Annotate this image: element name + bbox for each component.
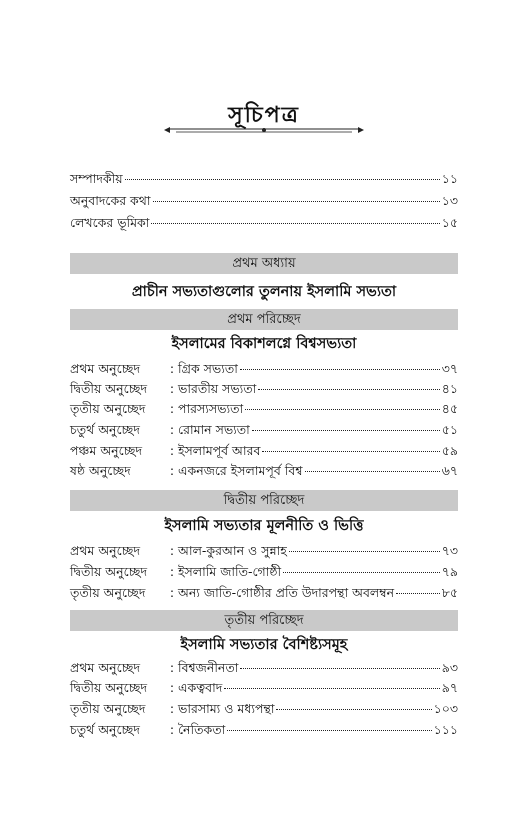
entry-title: রোমান সভ্যতা: [178, 422, 250, 437]
section-band: দ্বিতীয় পরিচ্ছেদ: [70, 490, 458, 511]
entry-label: পঞ্চম অনুচ্ছেদ: [70, 443, 143, 458]
colon: :: [169, 381, 175, 396]
colon: :: [169, 401, 175, 416]
entry-title: ভারতীয় সভ্যতা: [178, 381, 257, 396]
dot-leader: [396, 593, 440, 594]
dot-leader: [252, 430, 440, 431]
toc-front-label: সম্পাদকীয়: [70, 171, 123, 186]
section-band: প্রথম পরিচ্ছেদ: [70, 309, 458, 330]
toc-front-row[interactable]: [70, 171, 458, 191]
colon: :: [169, 422, 175, 437]
toc-front-row[interactable]: [70, 193, 458, 213]
entry-label: তৃতীয় অনুচ্ছেদ: [70, 401, 146, 416]
colon: :: [169, 660, 175, 675]
toc-page-number: ৫৯: [441, 443, 458, 458]
toc-entry[interactable]: [70, 463, 458, 483]
dot-leader: [240, 668, 439, 669]
section-title: ইসলামি সভ্যতার বৈশিষ্ট্যসমূহ: [180, 637, 348, 653]
chapter-band: প্রথম অধ্যায়: [70, 253, 458, 274]
entry-title: অন্য জাতি-গোষ্ঠীর প্রতি উদারপন্থা অবলম্বন: [178, 585, 395, 600]
toc-page-number: ১৩: [441, 193, 458, 208]
entry-title: একত্ববাদ: [178, 680, 223, 695]
toc-page-number: ৪১: [441, 381, 458, 396]
toc-page-number: ৪৫: [441, 401, 458, 416]
dot-leader: [276, 709, 431, 710]
toc-page-number: ৫১: [441, 422, 458, 437]
dot-leader: [151, 223, 439, 224]
entry-label: প্রথম অনুচ্ছেদ: [70, 361, 141, 376]
toc-entry[interactable]: [70, 443, 458, 463]
dot-leader: [258, 389, 439, 390]
toc-page-number: ৯৭: [441, 680, 458, 695]
page-title: সূচিপত্র: [228, 103, 300, 128]
entry-title: পারস্যসভ্যতা: [178, 401, 244, 416]
chapter-title: প্রাচীন সভ্যতাগুলোর তুলনায় ইসলামি সভ্যতা: [131, 284, 397, 300]
entry-label: দ্বিতীয় অনুচ্ছেদ: [70, 680, 148, 695]
dot-leader: [305, 471, 440, 472]
toc-entry[interactable]: [70, 701, 458, 721]
toc-entry[interactable]: [70, 381, 458, 401]
toc-front-label: অনুবাদকের কথা: [70, 193, 151, 208]
ornament-divider-icon: [162, 124, 366, 136]
entry-label: দ্বিতীয় অনুচ্ছেদ: [70, 381, 148, 396]
dot-leader: [227, 730, 431, 731]
colon: :: [169, 543, 175, 558]
entry-label: চতুর্থ অনুচ্ছেদ: [70, 722, 140, 737]
toc-page-number: ৯৩: [441, 660, 458, 675]
entry-label: চতুর্থ অনুচ্ছেদ: [70, 422, 140, 437]
colon: :: [169, 680, 175, 695]
entry-label: ষষ্ঠ অনুচ্ছেদ: [70, 463, 131, 478]
toc-entry[interactable]: [70, 680, 458, 700]
colon: :: [169, 722, 175, 737]
toc-page-number: ৭৩: [441, 543, 458, 558]
toc-page-number: ৬৭: [441, 463, 458, 478]
colon: :: [169, 361, 175, 376]
toc-entry[interactable]: [70, 401, 458, 421]
colon: :: [169, 701, 175, 716]
colon: :: [169, 463, 175, 478]
toc-entry[interactable]: [70, 543, 458, 563]
toc-entry[interactable]: [70, 564, 458, 584]
toc-page-number: ৮৫: [441, 585, 458, 600]
toc-page-number: ১৫: [441, 215, 458, 230]
toc-entry[interactable]: [70, 722, 458, 742]
toc-entry[interactable]: [70, 422, 458, 442]
dot-leader: [153, 201, 440, 202]
dot-leader: [224, 688, 439, 689]
section-title: ইসলামি সভ্যতার মূলনীতি ও ভিত্তি: [164, 518, 364, 534]
toc-page-number: ৩৭: [441, 361, 458, 376]
section-title: ইসলামের বিকাশলগ্নে বিশ্বসভ্যতা: [171, 336, 357, 352]
entry-title: ইসলামি জাতি-গোষ্ঠী: [178, 564, 282, 579]
toc-entry[interactable]: [70, 660, 458, 680]
entry-title: গ্রিক সভ্যতা: [178, 361, 238, 376]
toc-page-number: ১১১: [433, 722, 458, 737]
colon: :: [169, 585, 175, 600]
toc-front-row[interactable]: [70, 215, 458, 235]
entry-label: প্রথম অনুচ্ছেদ: [70, 543, 141, 558]
dot-leader: [283, 572, 440, 573]
dot-leader: [289, 551, 440, 552]
toc-page-number: ১০৩: [433, 701, 458, 716]
toc-page-number: ১১: [441, 171, 458, 186]
toc-entry[interactable]: [70, 361, 458, 381]
entry-title: একনজরে ইসলামপূর্ব বিশ্ব: [178, 463, 303, 478]
colon: :: [169, 443, 175, 458]
entry-label: দ্বিতীয় অনুচ্ছেদ: [70, 564, 148, 579]
section-band: তৃতীয় পরিচ্ছেদ: [70, 610, 458, 631]
entry-title: বিশ্বজনীনতা: [178, 660, 239, 675]
entry-title: ভারসাম্য ও মধ্যপন্থা: [178, 701, 275, 716]
entry-title: নৈতিকতা: [178, 722, 226, 737]
entry-label: তৃতীয় অনুচ্ছেদ: [70, 585, 146, 600]
colon: :: [169, 564, 175, 579]
dot-leader: [245, 409, 440, 410]
toc-page-number: ৭৯: [441, 564, 458, 579]
dot-leader: [240, 369, 440, 370]
toc-front-label: লেখকের ভূমিকা: [70, 215, 150, 230]
dot-leader: [262, 451, 439, 452]
entry-label: তৃতীয় অনুচ্ছেদ: [70, 701, 146, 716]
dot-leader: [125, 179, 440, 180]
entry-label: প্রথম অনুচ্ছেদ: [70, 660, 141, 675]
entry-title: আল-কুরআন ও সুন্নাহ: [178, 543, 287, 558]
entry-title: ইসলামপূর্ব আরব: [178, 443, 261, 458]
toc-entry[interactable]: [70, 585, 458, 605]
